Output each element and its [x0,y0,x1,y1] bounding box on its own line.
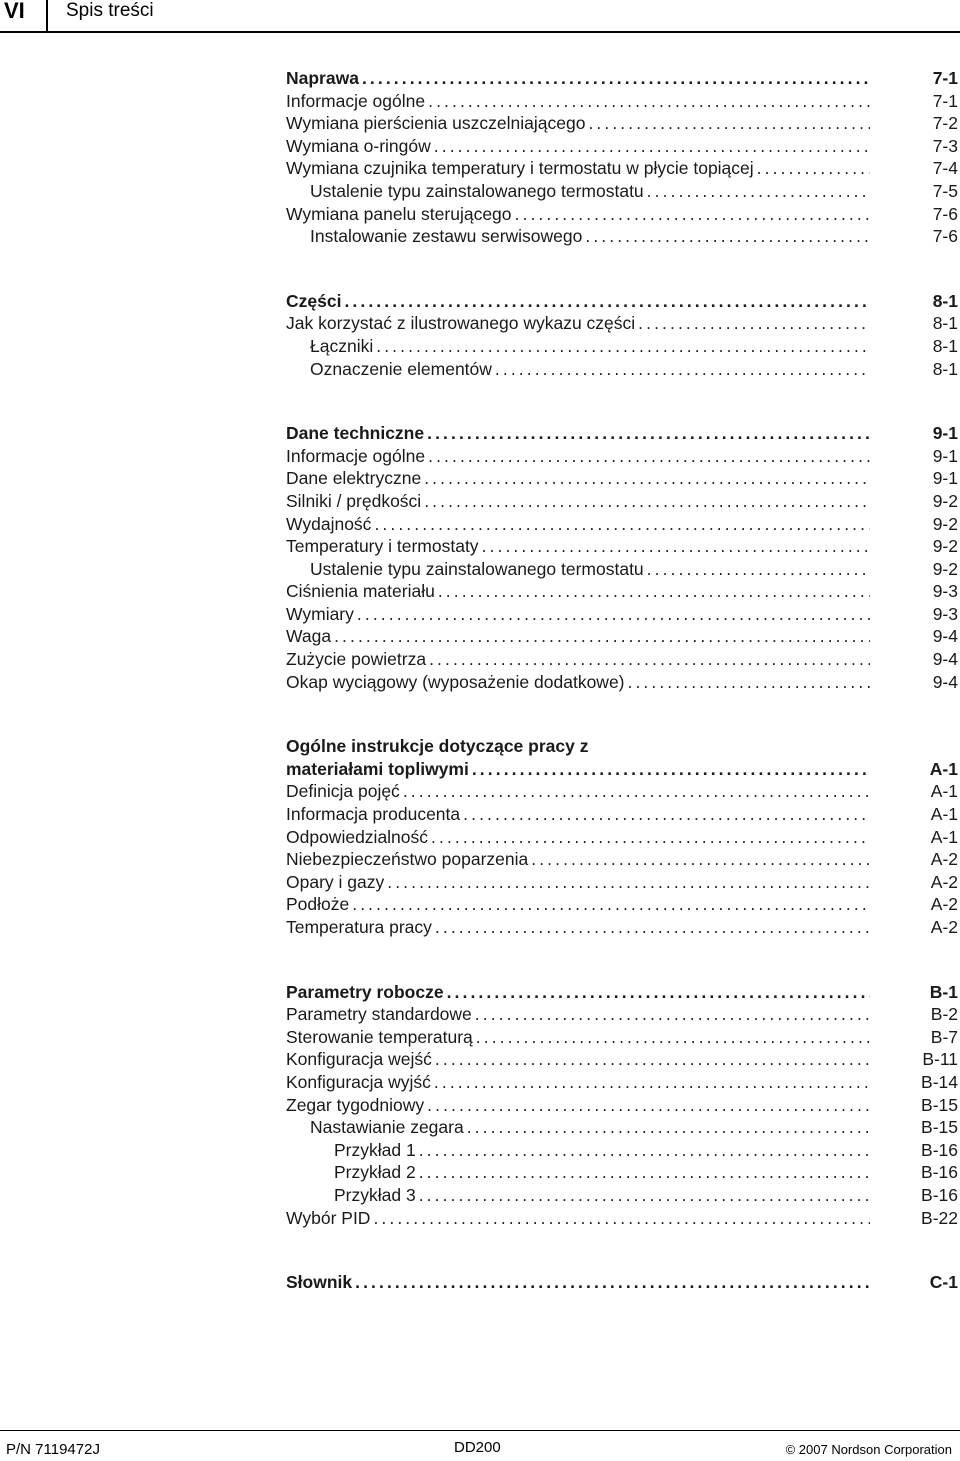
dot-leader [419,1184,870,1207]
toc-entry-page-number: 9-3 [932,603,958,624]
toc-entry-title: Wymiana panelu sterującego [286,203,512,224]
toc-entry[interactable] [286,90,958,113]
dot-leader [531,848,870,871]
dot-leader [434,1071,870,1094]
toc-entry[interactable] [286,535,958,558]
toc-entry-page-number: A-1 [929,758,958,779]
dot-leader [472,758,870,781]
header-divider [0,31,960,33]
toc-entry-title: Konfiguracja wyjść [286,1071,431,1092]
toc-entry-page-number: 9-2 [932,558,958,579]
dot-leader [434,135,870,158]
toc-entry-title: Sterowanie temperaturą [286,1026,473,1047]
toc-entry[interactable] [286,1184,958,1207]
toc-entry-page-number: B-16 [921,1139,958,1160]
toc-entry-title: Silniki / prędkości [286,490,422,511]
toc-entry-page-number: 8-1 [932,290,958,311]
toc-entry-title: Opary i gazy [286,871,385,892]
toc-entry-page-number: 9-2 [932,490,958,511]
toc-entry[interactable] [286,490,958,513]
toc-entry-title: Informacje ogólne [286,90,426,111]
toc-entry-page-number: 7-4 [932,158,958,179]
toc-entry-page-number: 7-1 [932,90,958,111]
toc-entry[interactable] [286,893,958,916]
toc-entry-title: Łączniki [310,335,374,356]
dot-leader [357,603,870,626]
toc-chapter-entry[interactable] [286,1271,958,1294]
toc-entry-page-number: 9-3 [932,581,958,602]
toc-entry-title: Parametry robocze [286,981,444,1002]
toc-entry[interactable] [286,1048,958,1071]
dot-leader [628,671,871,694]
toc-entry[interactable] [286,180,958,203]
dot-leader [427,1094,870,1117]
dot-leader [757,157,870,180]
toc-entry-title: Temperatury i termostaty [286,536,479,557]
toc-entry-title: Instalowanie zestawu serwisowego [310,226,583,247]
dot-leader [515,203,870,226]
toc-entry[interactable] [286,916,958,939]
toc-entry-page-number: 9-2 [932,536,958,557]
toc-entry[interactable] [286,445,958,468]
dot-leader [424,490,870,513]
toc-section [286,981,958,1230]
toc-entry-title: Wydajność [286,513,372,534]
table-of-contents [286,67,958,1294]
dot-leader [403,780,870,803]
toc-entry-page-number: A-2 [930,849,958,870]
toc-entry-page-number: 9-4 [932,671,958,692]
toc-entry-page-number: B-1 [929,981,958,1002]
dot-leader [428,445,870,468]
toc-entry-title: Zużycie powietrza [286,649,427,670]
toc-entry-title: Dane elektryczne [286,468,422,489]
toc-entry[interactable] [286,1071,958,1094]
toc-entry[interactable] [286,1116,958,1139]
toc-entry-title: Podłoże [286,894,350,915]
toc-entry-title: Ustalenie typu zainstalowanego termostatu [310,558,644,579]
toc-entry-title: Przykład 3 [334,1184,416,1205]
dot-leader [355,1271,870,1294]
chapter-number: VI [4,0,25,23]
toc-entry-title: Informacja producenta [286,804,461,825]
toc-entry-page-number: 7-5 [932,180,958,201]
toc-entry[interactable] [286,803,958,826]
toc-section [286,67,958,248]
toc-entry-page-number: B-22 [921,1207,958,1228]
toc-entry-title: Przykład 2 [334,1162,416,1183]
toc-entry[interactable] [286,1026,958,1049]
page-footer [0,1430,960,1461]
toc-entry-page-number: 8-1 [932,313,958,334]
toc-entry-page-number: 9-1 [932,445,958,466]
toc-section [286,422,958,693]
toc-entry[interactable] [286,1207,958,1230]
toc-entry[interactable] [286,312,958,335]
toc-entry-title: Nastawianie zegara [310,1117,464,1138]
toc-entry[interactable] [286,1161,958,1184]
toc-entry-title: Oznaczenie elementów [310,358,492,379]
toc-entry-page-number: A-1 [930,804,958,825]
dot-leader [482,535,870,558]
toc-entry[interactable] [286,513,958,536]
toc-section [286,1271,958,1294]
dot-leader [334,625,870,648]
toc-entry-page-number: A-1 [930,781,958,802]
toc-entry[interactable] [286,135,958,158]
dot-leader [387,871,870,894]
toc-entry-title: materiałami topliwymi [286,758,469,779]
toc-entry-title: Wymiana czujnika temperatury i termostatu w płycie topiącej [286,158,754,179]
toc-entry-title-line [286,735,958,758]
dot-leader [495,358,870,381]
toc-entry-title: Ogólne instrukcje dotyczące pracy z [286,736,589,757]
toc-entry-page-number: A-2 [930,894,958,915]
dot-leader [431,826,870,849]
toc-entry-title: Dane techniczne [286,423,425,444]
toc-entry[interactable] [286,780,958,803]
toc-entry-page-number: 9-1 [932,423,958,444]
toc-entry[interactable] [286,580,958,603]
toc-entry[interactable] [286,1003,958,1026]
toc-entry-title: Naprawa [286,68,359,88]
toc-entry[interactable] [286,112,958,135]
toc-entry-title: Informacje ogólne [286,445,426,466]
dot-leader [435,1048,870,1071]
toc-entry-page-number: 7-6 [932,203,958,224]
dot-leader [374,513,870,536]
toc-entry-title: Ustalenie typu zainstalowanego termostatu [310,180,644,201]
dot-leader [419,1139,870,1162]
toc-entry[interactable] [286,671,958,694]
toc-entry-title: Waga [286,626,332,647]
model-name: DD200 [454,1439,501,1456]
dot-leader [435,916,870,939]
toc-entry-title: Ciśnienia materiału [286,581,435,602]
dot-leader [588,112,870,135]
toc-entry-title: Konfiguracja wejść [286,1049,432,1070]
part-number: P/N 7119472J [6,1441,100,1458]
dot-leader [438,580,870,603]
dot-leader [638,312,870,335]
toc-chapter-entry[interactable] [286,758,958,781]
toc-entry-title: Słownik [286,1272,353,1293]
toc-entry[interactable] [286,648,958,671]
dot-leader [373,1207,870,1230]
toc-entry-title: Wybór PID [286,1207,371,1228]
toc-entry-title: Definicja pojęć [286,781,400,802]
toc-entry-title: Okap wyciągowy (wyposażenie dodatkowe) [286,671,625,692]
toc-entry-page-number: A-1 [930,826,958,847]
toc-entry-title: Niebezpieczeństwo poparzenia [286,849,529,870]
toc-entry[interactable] [286,225,958,248]
toc-entry-page-number: C-1 [929,1272,958,1293]
toc-entry-title: Przykład 1 [334,1139,416,1160]
toc-entry-page-number: B-15 [921,1117,958,1138]
toc-entry-page-number: B-15 [921,1094,958,1115]
toc-entry-title: Wymiana o-ringów [286,135,431,156]
toc-entry-page-number: B-7 [930,1026,958,1047]
page-title: Spis treści [66,0,154,21]
dot-leader [647,180,870,203]
footer-divider [0,1430,960,1431]
toc-entry[interactable] [286,1139,958,1162]
page-header [0,0,960,34]
copyright-notice: © 2007 Nordson Corporation [785,1442,952,1457]
toc-entry[interactable] [286,826,958,849]
toc-chapter-entry[interactable] [286,981,958,1004]
toc-entry-page-number: 8-1 [932,358,958,379]
toc-entry[interactable] [286,157,958,180]
toc-entry-page-number: 9-4 [932,626,958,647]
toc-entry-page-number: 9-1 [932,468,958,489]
toc-chapter-entry[interactable] [286,422,958,445]
dot-leader [424,467,870,490]
toc-entry[interactable] [286,335,958,358]
dot-leader [476,1026,870,1049]
dot-leader [376,335,870,358]
dot-leader [427,422,870,445]
toc-entry-page-number: B-16 [921,1184,958,1205]
toc-entry-page-number: 7-1 [932,68,958,88]
toc-entry[interactable] [286,467,958,490]
toc-entry[interactable] [286,203,958,226]
dot-leader [362,67,870,90]
toc-entry[interactable] [286,558,958,581]
toc-entry-title: Parametry standardowe [286,1004,472,1025]
toc-entry-page-number: B-11 [922,1049,958,1070]
toc-section [286,735,958,938]
dot-leader [447,981,870,1004]
toc-entry-page-number: 7-3 [932,135,958,156]
toc-chapter-entry[interactable] [286,290,958,313]
toc-entry-title: Wymiana pierścienia uszczelniającego [286,113,586,134]
dot-leader [467,1116,870,1139]
toc-entry-page-number: A-2 [930,871,958,892]
toc-entry[interactable] [286,1094,958,1117]
toc-entry[interactable] [286,625,958,648]
toc-entry-title: Części [286,290,342,311]
toc-chapter-entry[interactable] [286,67,958,90]
toc-entry-title: Temperatura pracy [286,917,432,937]
toc-entry-page-number: B-2 [930,1004,958,1025]
toc-entry[interactable] [286,871,958,894]
toc-entry-title: Odpowiedzialność [286,826,429,847]
toc-entry-page-number: 7-6 [932,226,958,247]
toc-entry-page-number: 9-4 [932,649,958,670]
dot-leader [647,558,870,581]
toc-entry-page-number: 7-2 [932,113,958,134]
dot-leader [344,290,870,313]
toc-entry-page-number: 9-2 [932,513,958,534]
header-divider-vertical [46,0,48,32]
toc-entry-page-number: A-2 [930,917,958,937]
toc-entry-title: Jak korzystać z ilustrowanego wykazu części [286,313,636,334]
toc-section [286,290,958,380]
toc-entry-page-number: 8-1 [932,335,958,356]
toc-entry[interactable] [286,848,958,871]
dot-leader [585,225,870,248]
dot-leader [352,893,870,916]
dot-leader [429,648,870,671]
toc-entry-page-number: B-16 [921,1162,958,1183]
toc-entry[interactable] [286,358,958,381]
dot-leader [428,90,870,113]
toc-entry[interactable] [286,603,958,626]
toc-entry-page-number: B-14 [921,1071,958,1092]
dot-leader [463,803,870,826]
toc-entry-title: Zegar tygodniowy [286,1094,425,1115]
dot-leader [475,1003,870,1026]
toc-entry-title: Wymiary [286,603,354,624]
dot-leader [419,1161,870,1184]
